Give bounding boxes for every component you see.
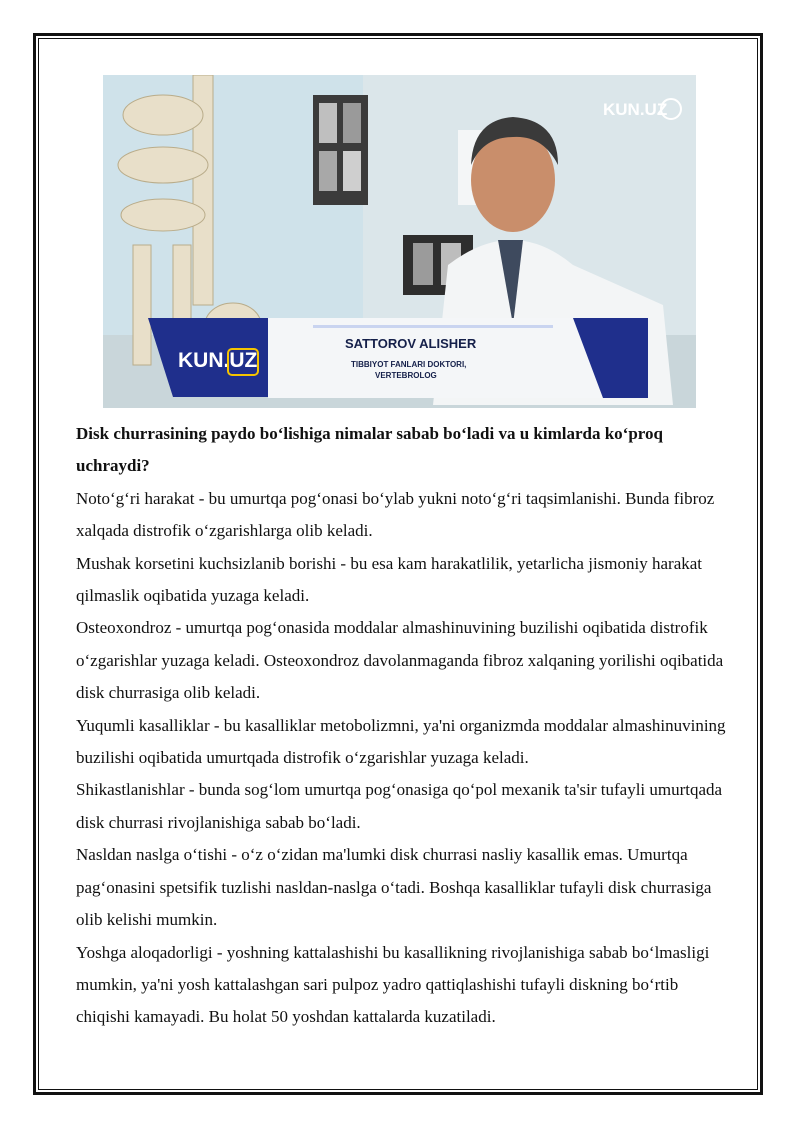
article-paragraph: Nasldan naslga o‘tishi - o‘z o‘zidan ma'lumki disk churrasi nasliy kasallik emas. Umurtqa pag‘onasini spetsifik tuzlishi nasldan-naslga o‘tadi. Boshqa kasalliklar tufayli disk churrasiga olib kelishi mumkin. xyxy=(76,845,712,930)
svg-text:KUN.UZ: KUN.UZ xyxy=(178,349,258,372)
svg-text:VERTEBROLOG: VERTEBROLOG xyxy=(375,371,437,380)
article-paragraph: Yoshga aloqadorligi - yoshning kattalashishi bu kasallikning rivojlanishiga sabab bo‘lmasligi mumkin, ya'ni yosh kattalashgan sari pulpoz yadro qattiqlashishi tufayli diskning bo‘rtib chiqishi kamayadi. Bu holat 50 yoshdan kattalarda kuzatiladi. xyxy=(76,942,710,1027)
article-paragraph: Mushak korsetini kuchsizlanib borishi - bu esa kam harakatlilik, yetarlicha jismoniy harakat qilmaslik oqibatida yuzaga keladi. xyxy=(76,553,703,606)
svg-text:TIBBIYOT FANLARI DOKTORI,: TIBBIYOT FANLARI DOKTORI, xyxy=(351,360,467,369)
article-body xyxy=(76,418,736,1034)
article-heading: Disk churrasining paydo bo‘lishiga nimalar sabab bo‘ladi va u kimlarda ko‘proq uchraydi? xyxy=(76,424,663,476)
svg-text:KUN.UZ: KUN.UZ xyxy=(603,100,668,119)
article-paragraph: Shikastlanishlar - bunda sog‘lom umurtqa pog‘onasiga qo‘pol mexanik ta'sir tufayli umurtqada disk churrasi rivojlanishiga sabab bo‘ladi. xyxy=(76,780,723,832)
svg-text:SATTOROV ALISHER: SATTOROV ALISHER xyxy=(345,336,477,351)
article-photo xyxy=(103,75,696,408)
article-paragraph: Yuqumli kasalliklar - bu kasalliklar metobolizmni, ya'ni organizmda moddalar almashinuvining buzilishi oqibatida umurtqada distrofik o‘zgarishlar yuzaga keladi. xyxy=(76,715,726,768)
lower-third-banner xyxy=(148,318,648,398)
article-paragraph: Osteoxondroz - umurtqa pog‘onasida moddalar almashinuvining buzilishi oqibatida distrofik o‘zgarishlar yuzaga keladi. Osteoxondroz davolanmaganda fibroz xalqaning yorilishi oqibatida disk churrasiga olib keladi. xyxy=(76,618,724,703)
interview-still-image xyxy=(103,75,696,408)
article-paragraph: Noto‘g‘ri harakat - bu umurtqa pog‘onasi bo‘ylab yukni noto‘g‘ri taqsimlanishi. Bunda fibroz xalqada distrofik o‘zgarishlarga olib keladi. xyxy=(76,488,715,541)
